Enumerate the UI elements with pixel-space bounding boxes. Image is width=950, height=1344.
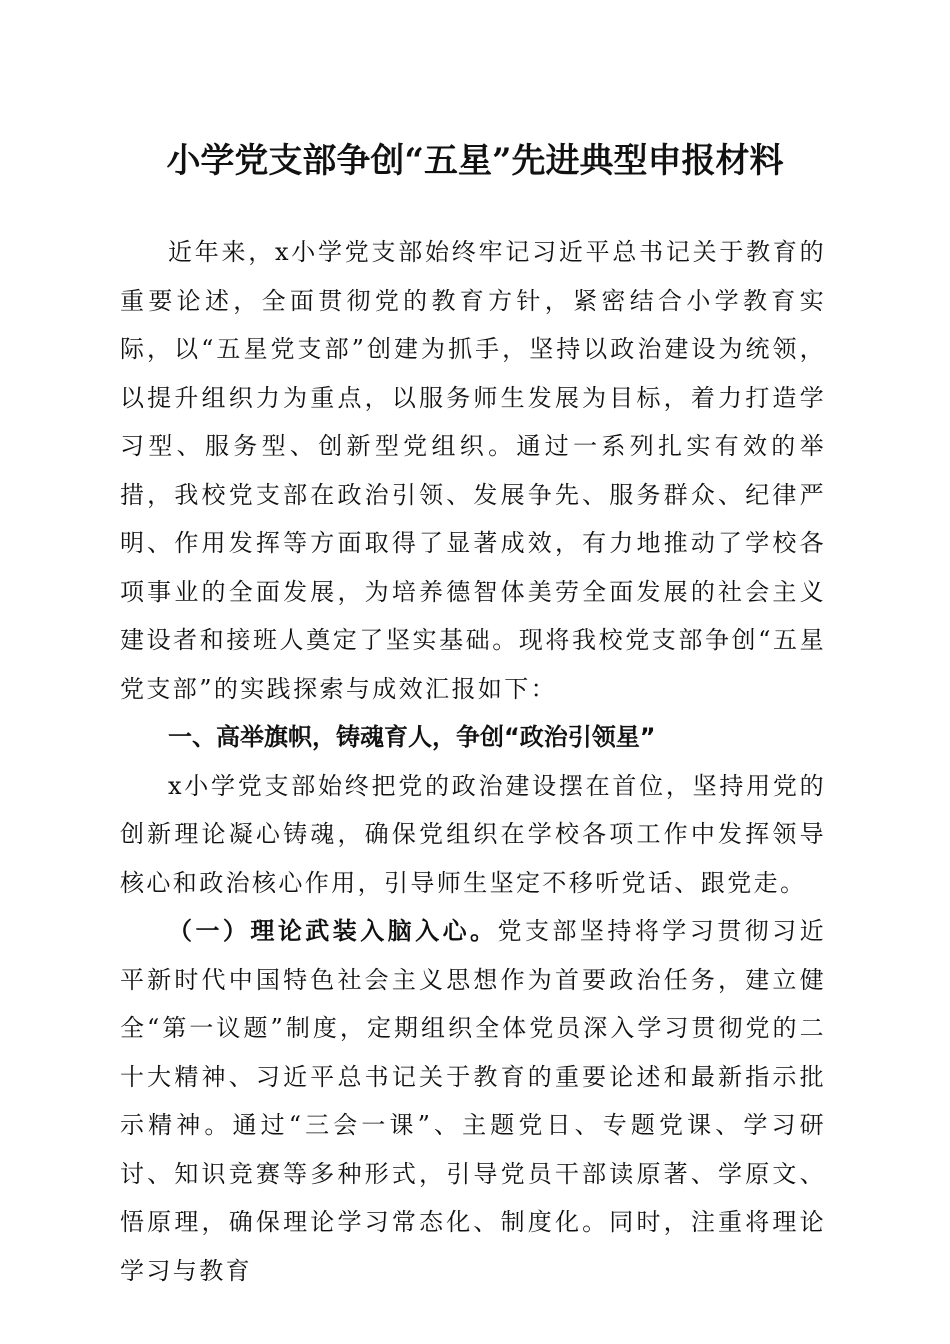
document-title: 小学党支部争创“五星”先进典型申报材料 bbox=[166, 141, 784, 181]
section-1-paragraph: x小学党支部始终把党的政治建设摆在首位，坚持用党的创新理论凝心铸魂，确保党组织在学校各项工作中发挥领导核心和政治核心作用，引导师生坚定不移听党话、跟党走。 bbox=[120, 771, 826, 897]
document-body bbox=[120, 228, 826, 1295]
subsection-1-lead: （一）理论武装入脑入心。 bbox=[168, 916, 498, 945]
section-heading-1: 一、高举旗帜，铸魂育人，争创“政治引领星” bbox=[168, 723, 656, 751]
subsection-1-text: 党支部坚持将学习贯彻习近平新时代中国特色社会主义思想作为首要政治任务，建立健全“第一议题”制度，定期组织全体党员深入学习贯彻党的二十大精神、习近平总书记关于教育的重要论述和最新指示批示精神。通过“三会一课”、主题党日、专题党课、学习研讨、知识竞赛等多种形式，引导党员干部读原著、学原文、悟原理，确保理论学习常态化、制度化。同时，注重将理论学习与教育 bbox=[120, 917, 826, 1285]
intro-paragraph: 近年来，x小学党支部始终牢记习近平总书记关于教育的重要论述，全面贯彻党的教育方针，紧密结合小学教育实际，以“五星党支部”创建为抓手，坚持以政治建设为统领，以提升组织力为重点，以服务师生发展为目标，着力打造学习型、服务型、创新型党组织。通过一系列扎实有效的举措，我校党支部在政治引领、发展争先、服务群众、纪律严明、作用发挥等方面取得了显著成效，有力地推动了学校各项事业的全面发展，为培养德智体美劳全面发展的社会主义建设者和接班人奠定了坚实基础。现将我校党支部争创“五星党支部”的实践探索与成效汇报如下： bbox=[120, 238, 826, 703]
subsection-1-paragraph bbox=[120, 907, 826, 1295]
